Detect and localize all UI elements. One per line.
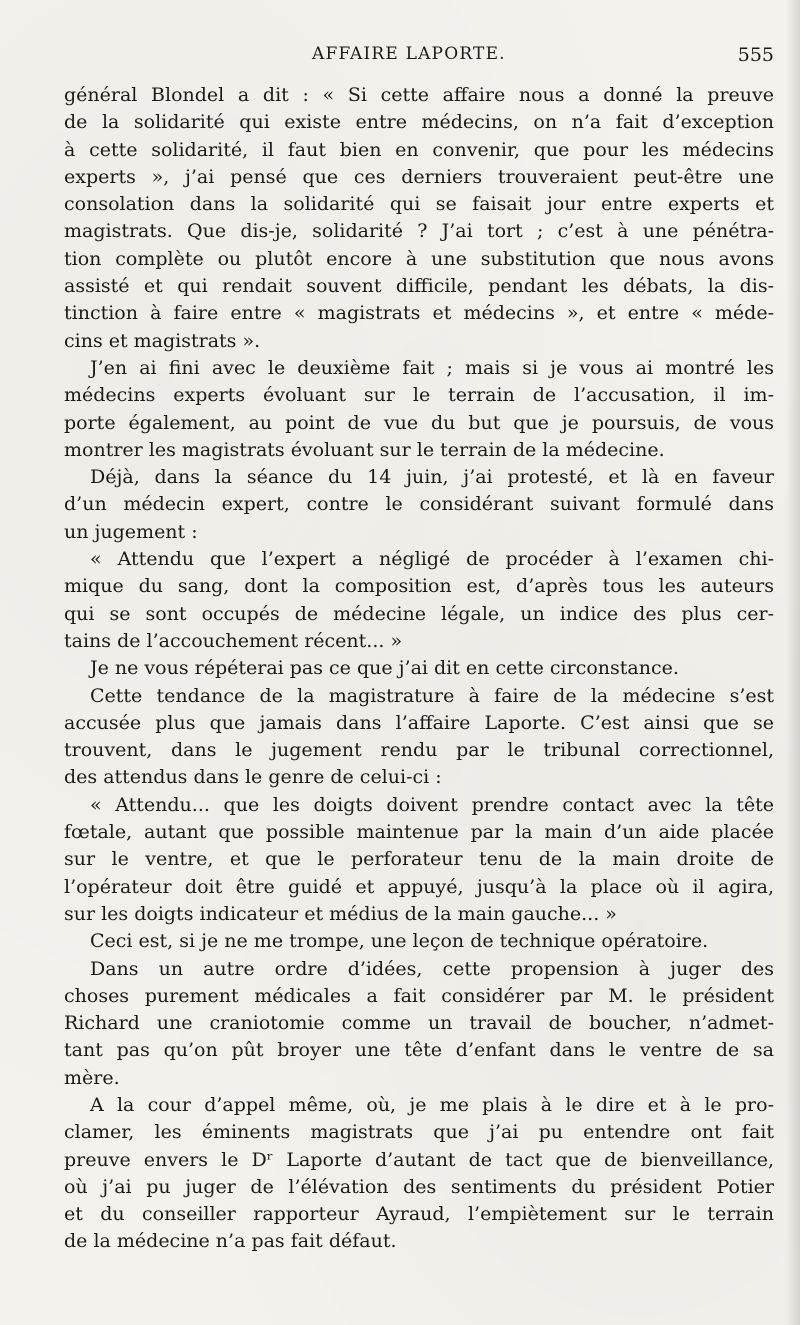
text-line: « Attendu que l’expert a négligé de procéder à l’examen chi- — [90, 548, 774, 571]
text-line: mère. — [64, 1066, 120, 1089]
text-line: fœtale, autant que possible maintenue par la main d’un aide placée — [64, 821, 774, 844]
text-line: qui se sont occupés de médecine légale, un indice des plus cer- — [64, 602, 774, 625]
text-line: médecins experts évoluant sur le terrain de l’accusation, il im- — [64, 384, 774, 407]
text-line: accusée plus que jamais dans l’affaire Laporte. C’est ainsi que se — [64, 711, 774, 734]
text-line: un jugement : — [64, 520, 198, 543]
text-line: sur les doigts indicateur et médius de la main gauche... » — [64, 902, 617, 925]
text-line: cins et magistrats ». — [64, 329, 261, 352]
text-line: tains de l’accouchement récent... » — [64, 629, 403, 652]
text-line: consolation dans la solidarité qui se faisait jour entre experts et — [64, 193, 774, 216]
text-line: A la cour d’appel même, où, je me plais à le dire et à le pro- — [90, 1093, 774, 1116]
text-line: général Blondel a dit : « Si cette affaire nous a donné la preuve — [64, 84, 774, 106]
text-line: où j’ai pu juger de l’élévation des sentiments du président Potier — [64, 1175, 774, 1198]
text-line: des attendus dans le genre de celui-ci : — [64, 766, 442, 789]
text-line: de la solidarité qui existe entre médecins, on n’a fait d’exception — [64, 111, 774, 134]
page-edge-shadow — [786, 0, 800, 1325]
text-line: tion complète ou plutôt encore à une substitution que nous avons — [64, 247, 774, 270]
text-line: choses purement médicales a fait considérer par M. le président — [64, 984, 774, 1007]
page-number: 555 — [737, 44, 774, 66]
text-line: Je ne vous répéterai pas ce que j’ai dit en cette circonstance. — [90, 657, 679, 680]
text-line: J’en ai fini avec le deuxième fait ; mais si je vous ai montré les — [90, 356, 774, 379]
text-line: l’opérateur doit être guidé et appuyé, jusqu’à la place où il agira, — [64, 875, 774, 898]
text-line: preuve envers le Dʳ Laporte d’autant de tact que de bienveillance, — [64, 1148, 774, 1171]
running-title: AFFAIRE LAPORTE. — [312, 44, 506, 64]
text-line: tant pas qu’on pût broyer une tête d’enfant dans le ventre de sa — [64, 1039, 774, 1062]
text-line: trouvent, dans le jugement rendu par le tribunal correctionnel, — [64, 739, 774, 762]
text-line: assisté et qui rendait souvent difficile, pendant les débats, la dis- — [64, 275, 774, 298]
text-line: clamer, les éminents magistrats que j’ai pu entendre ont fait — [64, 1121, 774, 1144]
text-line: et du conseiller rapporteur Ayraud, l’empiètement sur le terrain — [64, 1203, 774, 1226]
text-line: porte également, au point de vue du but que je poursuis, de vous — [64, 411, 774, 434]
text-line: de la médecine n’a pas fait défaut. — [64, 1230, 397, 1253]
text-line: sur le ventre, et que le perforateur tenu de la main droite de — [64, 848, 774, 871]
text-line: montrer les magistrats évoluant sur le terrain de la médecine. — [64, 438, 665, 461]
text-line: experts », j’ai pensé que ces derniers trouveraient peut-être une — [64, 165, 774, 188]
text-line: « Attendu... que les doigts doivent prendre contact avec la tête — [90, 793, 774, 816]
running-head — [64, 44, 774, 74]
text-line: magistrats. Que dis-je, solidarité ? J’ai tort ; c’est à une pénétra- — [64, 220, 774, 243]
body-text — [64, 82, 774, 1256]
text-line: Ceci est, si je ne me trompe, une leçon de technique opératoire. — [90, 930, 709, 953]
text-line: mique du sang, dont la composition est, d’après tous les auteurs — [64, 575, 774, 598]
text-line: tinction à faire entre « magistrats et médecins », et entre « méde- — [64, 302, 774, 325]
text-line: d’un médecin expert, contre le considérant suivant formulé dans — [64, 493, 774, 516]
text-line: Richard une craniotomie comme un travail de boucher, n’admet- — [64, 1012, 774, 1035]
text-line: Dans un autre ordre d’idées, cette propension à juger des — [90, 957, 774, 980]
text-line: Déjà, dans la séance du 14 juin, j’ai protesté, et là en faveur — [90, 466, 774, 489]
text-line: à cette solidarité, il faut bien en convenir, que pour les médecins — [64, 138, 774, 161]
text-line: Cette tendance de la magistrature à faire de la médecine s’est — [90, 684, 774, 707]
